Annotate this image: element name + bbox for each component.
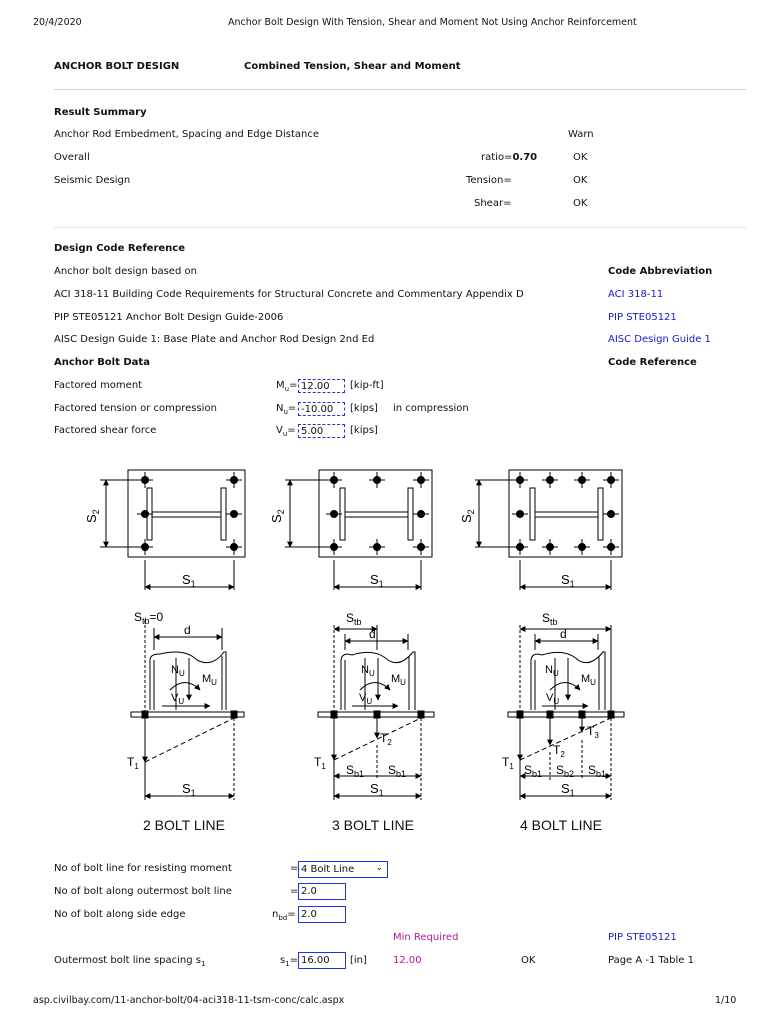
vu-sub: u xyxy=(282,430,288,438)
result-summary-title: Result Summary xyxy=(54,107,147,118)
compression-note: in compression xyxy=(393,403,469,414)
print-url: asp.civilbay.com/11-anchor-bolt/04-aci318-11-tsm-conc/calc.aspx xyxy=(33,995,345,1006)
min-required-header: Min Required xyxy=(393,932,459,943)
outermost-bolt-count-label: No of bolt along outermost bolt line xyxy=(54,886,232,897)
summary-shear-label: Shear= xyxy=(474,198,512,209)
dim-sb1: $S_{b1}$ xyxy=(388,763,407,779)
t2-label: $T_2$ xyxy=(553,743,565,759)
dim-d: d xyxy=(560,627,567,641)
print-date: 20/4/2020 xyxy=(33,17,82,28)
chevron-down-icon: ⌄ xyxy=(375,863,383,873)
nbd-sub: bd xyxy=(278,914,288,922)
dim-s2: $S_2$ xyxy=(84,509,101,523)
nu-symbol: $N_u=$ xyxy=(276,403,297,416)
factored-moment-input[interactable]: 12.00 xyxy=(298,379,345,393)
dim-s1: $S_1$ xyxy=(561,572,575,589)
vu-symbol: $V_u=$ xyxy=(276,425,296,438)
nu-label: $N_U$ xyxy=(171,664,185,678)
bolt-line-count-label: No of bolt line for resisting moment xyxy=(54,863,232,874)
caption-4-bolt-line: 4 BOLT LINE xyxy=(520,817,602,833)
dim-sb1: $S_{b1}$ xyxy=(524,763,543,779)
factored-tension-label: Factored tension or compression xyxy=(54,403,217,414)
bolt-line-select-value: 4 Bolt Line xyxy=(301,864,355,875)
code-link-pip[interactable]: PIP STE05121 xyxy=(608,312,677,323)
code-abbr-header: Code Abbreviation xyxy=(608,266,713,277)
dim-d: d xyxy=(184,623,191,637)
summary-ratio xyxy=(481,152,537,163)
t1-label: $T_1$ xyxy=(127,755,139,771)
mu-label: $M_U$ xyxy=(202,673,217,687)
factored-moment-unit: [kip-ft] xyxy=(350,380,384,391)
print-title: Anchor Bolt Design With Tension, Shear and Moment Not Using Anchor Reinforcement xyxy=(228,17,637,28)
s1-symbol: $s_1=$ xyxy=(280,955,299,968)
summary-status-tension: OK xyxy=(573,175,588,186)
dim-d: d xyxy=(369,627,376,641)
code-link-aci[interactable]: ACI 318-11 xyxy=(608,289,664,300)
equals-sign: = xyxy=(290,863,299,874)
page-title: ANCHOR BOLT DESIGN xyxy=(54,61,180,72)
outermost-spacing-unit: [in] xyxy=(350,955,367,966)
mu-sym: M xyxy=(276,380,285,391)
page-subtitle: Combined Tension, Shear and Moment xyxy=(244,61,461,72)
dim-s1: $S_1$ xyxy=(561,781,575,798)
outermost-spacing-ref: Page A -1 Table 1 xyxy=(608,955,694,966)
dim-s2: $S_2$ xyxy=(269,509,286,523)
stb-label: $S_{tb}$ xyxy=(346,611,362,627)
nu-label: $N_U$ xyxy=(545,664,559,678)
equals-sign: = xyxy=(290,886,299,897)
vu-label: $V_U$ xyxy=(359,692,373,706)
s1-sym: s xyxy=(280,955,286,966)
factored-tension-unit: [kips] xyxy=(350,403,378,414)
summary-tension-label: Tension= xyxy=(466,175,512,186)
nu-sub: u xyxy=(283,408,288,416)
t1-label: $T_1$ xyxy=(502,755,514,771)
mu-sub: u xyxy=(284,385,290,393)
nbd-eq: = xyxy=(287,909,296,920)
dim-sb1: $S_{b1}$ xyxy=(346,763,365,779)
factored-shear-input[interactable]: 5.00 xyxy=(298,424,345,438)
t2-label: $T_2$ xyxy=(380,731,392,747)
outermost-spacing-label-sub: 1 xyxy=(201,960,206,968)
divider xyxy=(54,89,746,90)
mu-symbol: $M_u=$ xyxy=(276,380,298,393)
side-edge-bolt-count-label: No of bolt along side edge xyxy=(54,909,186,920)
page-number: 1/10 xyxy=(715,995,737,1006)
outermost-spacing-label-text: Outermost bolt line spacing s xyxy=(54,955,201,966)
bolt-data-title: Anchor Bolt Data xyxy=(54,357,150,368)
dim-s1: $S_1$ xyxy=(370,781,384,798)
nbd-symbol xyxy=(272,909,296,922)
t1-label: $T_1$ xyxy=(314,755,326,771)
nu-label: $N_U$ xyxy=(361,664,375,678)
factored-tension-input[interactable]: -10.00 xyxy=(298,402,345,416)
stb-label: $S_{tb}$ xyxy=(542,611,558,627)
plan-view-2-bolt xyxy=(100,470,245,590)
elevation-2-bolt xyxy=(131,620,244,800)
factored-shear-label: Factored shear force xyxy=(54,425,157,436)
bolt-line-select[interactable] xyxy=(298,861,388,878)
dim-s1: $S_1$ xyxy=(182,572,196,589)
dim-s2: $S_2$ xyxy=(459,509,476,523)
plan-view-4-bolt xyxy=(475,470,622,590)
code-desc-aisc: AISC Design Guide 1: Base Plate and Anchor Rod Design 2nd Ed xyxy=(54,334,375,345)
outermost-spacing-label xyxy=(54,955,205,968)
summary-label-overall: Overall xyxy=(54,152,90,163)
summary-status-shear: OK xyxy=(573,198,588,209)
dim-s1: $S_1$ xyxy=(182,781,196,798)
outermost-bolt-count-input[interactable]: 2.0 xyxy=(298,883,346,900)
outermost-spacing-min: 12.00 xyxy=(393,955,422,966)
caption-2-bolt-line: 2 BOLT LINE xyxy=(143,817,225,833)
code-link-aisc[interactable]: AISC Design Guide 1 xyxy=(608,334,711,345)
factored-shear-unit: [kips] xyxy=(350,425,378,436)
summary-label-seismic: Seismic Design xyxy=(54,175,131,186)
nbd-sym: n xyxy=(272,909,279,920)
mu-label: $M_U$ xyxy=(581,673,596,687)
outermost-spacing-input[interactable]: 16.00 xyxy=(298,952,346,969)
mu-label: $M_U$ xyxy=(391,673,406,687)
s1-sub: 1 xyxy=(285,960,290,968)
caption-3-bolt-line: 3 BOLT LINE xyxy=(332,817,414,833)
t3-label: $T_3$ xyxy=(587,724,599,740)
ratio-label: ratio= xyxy=(481,152,513,163)
pip-ref-link[interactable]: PIP STE05121 xyxy=(608,932,677,943)
code-desc-pip: PIP STE05121 Anchor Bolt Design Guide-2006 xyxy=(54,312,284,323)
vu-label: $V_U$ xyxy=(171,692,185,706)
summary-status-embedment: Warn xyxy=(568,129,594,140)
code-ref-title: Design Code Reference xyxy=(54,243,186,254)
summary-label-embedment: Anchor Rod Embedment, Spacing and Edge Distance xyxy=(54,129,320,140)
dim-sb1: $S_{b1}$ xyxy=(588,763,607,779)
nu-sym: N xyxy=(276,403,284,414)
outermost-spacing-status: OK xyxy=(521,955,536,966)
summary-status-overall: OK xyxy=(573,152,588,163)
dim-s1: $S_1$ xyxy=(370,572,384,589)
ratio-value: 0.70 xyxy=(512,152,538,163)
code-reference-header: Code Reference xyxy=(608,357,697,368)
stb-zero-label: $S_{tb}=0$ xyxy=(134,610,164,626)
elevation-3-bolt xyxy=(318,625,434,800)
plan-view-3-bolt xyxy=(285,470,432,590)
divider xyxy=(54,227,746,228)
code-ref-based-on: Anchor bolt design based on xyxy=(54,266,197,277)
factored-moment-label: Factored moment xyxy=(54,380,143,391)
dim-sb2: $S_{b2}$ xyxy=(556,763,575,779)
bolt-line-diagram xyxy=(0,460,768,845)
code-desc-aci: ACI 318-11 Building Code Requirements for Structural Concrete and Commentary Appendix D xyxy=(54,289,524,300)
vu-label: $V_U$ xyxy=(546,692,560,706)
vu-sym: V xyxy=(276,425,283,436)
side-edge-bolt-count-input[interactable]: 2.0 xyxy=(298,906,346,923)
